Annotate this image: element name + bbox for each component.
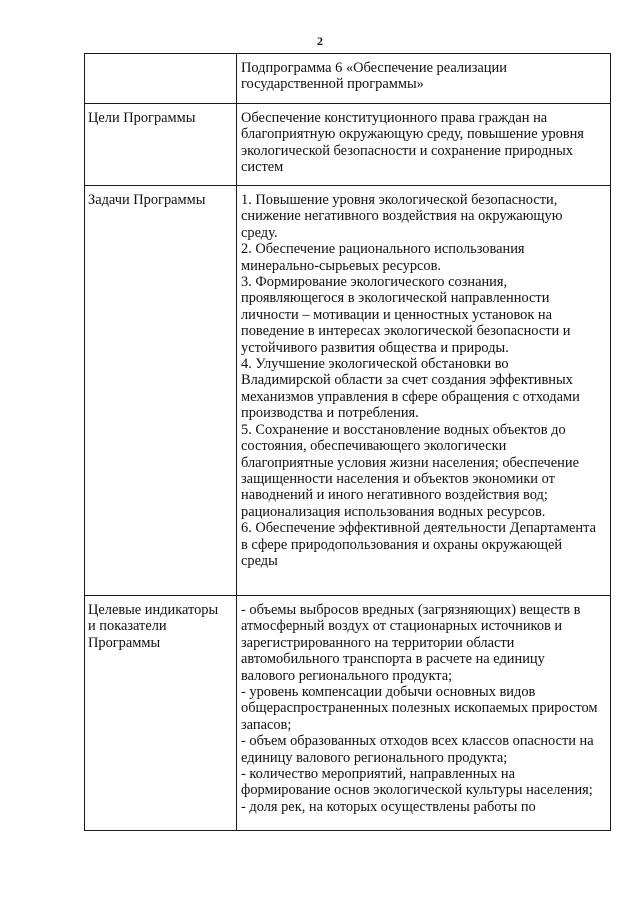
text-line: наводнений и иного негативного воздействия вод; <box>241 487 548 504</box>
text-line: состояния, обеспечивающего экологически <box>241 438 507 455</box>
text-line: единицу валового регионального продукта; <box>241 749 508 766</box>
text-line: поведение в интересах экологической безопасности и <box>241 323 571 340</box>
text-line: 2. Обеспечение рационального использования <box>241 241 525 258</box>
text-line: Целевые индикаторы <box>88 602 219 618</box>
text-line: механизмов управления в сфере обращения с отходами <box>241 388 580 405</box>
row-content-cell <box>237 54 611 104</box>
text-line: устойчивого развития общества и природы. <box>241 339 509 356</box>
text-line: - уровень компенсации добычи основных видов <box>241 684 536 701</box>
text-line: Владимирской области за счет создания эффективных <box>241 372 573 389</box>
text-line: среды <box>241 552 278 569</box>
text-line: среду. <box>241 224 278 241</box>
row-content <box>241 192 606 569</box>
text-line: государственной программы» <box>241 76 424 93</box>
text-line: в сфере природопользования и охраны окружающей <box>241 536 563 553</box>
row-content <box>241 602 606 815</box>
text-line: - доля рек, на которых осуществлены работы по <box>241 798 536 815</box>
page-number: 2 <box>317 34 323 48</box>
text-line: - количество мероприятий, направленных на <box>241 766 515 783</box>
row-label <box>88 602 232 651</box>
text-line: запасов; <box>241 716 292 733</box>
text-line: 6. Обеспечение эффективной деятельности Департамента <box>241 520 596 537</box>
text-line: - объемы выбросов вредных (загрязняющих) веществ в <box>241 602 581 618</box>
text-line: общераспространенных полезных ископаемых приростом <box>241 700 598 717</box>
text-line: снижение негативного воздействия на окружающую <box>241 208 563 225</box>
row-label-cell <box>85 596 237 831</box>
text-line: систем <box>241 159 284 176</box>
table-row-tasks <box>85 186 611 596</box>
text-line: минерально-сырьевых ресурсов. <box>241 257 442 274</box>
text-line: Обеспечение конституционного права граждан на <box>241 110 548 126</box>
table-row-goals <box>85 104 611 186</box>
row-content-cell <box>237 186 611 596</box>
row-content-cell <box>237 104 611 186</box>
text-line: проявляющегося в экологической направленности <box>241 290 550 307</box>
text-line: зарегистрированного на территории области <box>241 634 515 651</box>
text-line: Подпрограмма 6 «Обеспечение реализации <box>241 60 507 76</box>
row-label-cell <box>85 104 237 186</box>
text-line: рационализация использования водных ресурсов. <box>241 503 546 520</box>
text-line: валового регионального продукта; <box>241 667 453 684</box>
text-line: благоприятную окружающую среду, повышение уровня <box>241 126 584 143</box>
text-line: Задачи Программы <box>88 192 206 208</box>
text-line: - объем образованных отходов всех классов опасности на <box>241 733 594 750</box>
text-line: защищенности населения и объектов экономики от <box>241 470 555 487</box>
row-label-cell <box>85 186 237 596</box>
text-line: атмосферный воздух от стационарных источников и <box>241 618 563 635</box>
program-passport-table <box>84 53 611 831</box>
text-line: личности – мотивации и ценностных установок на <box>241 306 553 323</box>
text-line: благоприятные условия жизни населения; обеспечение <box>241 454 579 471</box>
row-content <box>241 110 606 176</box>
text-line: 3. Формирование экологического сознания, <box>241 274 508 291</box>
text-line: экологической безопасности и сохранение природных <box>241 142 573 159</box>
row-content <box>241 60 606 93</box>
table-row-subprogram <box>85 54 611 104</box>
text-line: формирование основ экологической культуры населения; <box>241 782 593 799</box>
text-line: 1. Повышение уровня экологической безопасности, <box>241 192 558 208</box>
text-line: 4. Улучшение экологической обстановки во <box>241 356 509 373</box>
row-content-cell <box>237 596 611 831</box>
row-label <box>88 192 232 208</box>
text-line: производства и потребления. <box>241 405 419 422</box>
text-line: Цели Программы <box>88 110 196 126</box>
row-label-cell <box>85 54 237 104</box>
row-label <box>88 110 232 126</box>
text-line: автомобильного транспорта в расчете на единицу <box>241 651 545 668</box>
table-row-indicators <box>85 596 611 831</box>
text-line: 5. Сохранение и восстановление водных объектов до <box>241 421 566 438</box>
text-line: и показатели <box>88 618 167 635</box>
text-line: Программы <box>88 634 161 651</box>
